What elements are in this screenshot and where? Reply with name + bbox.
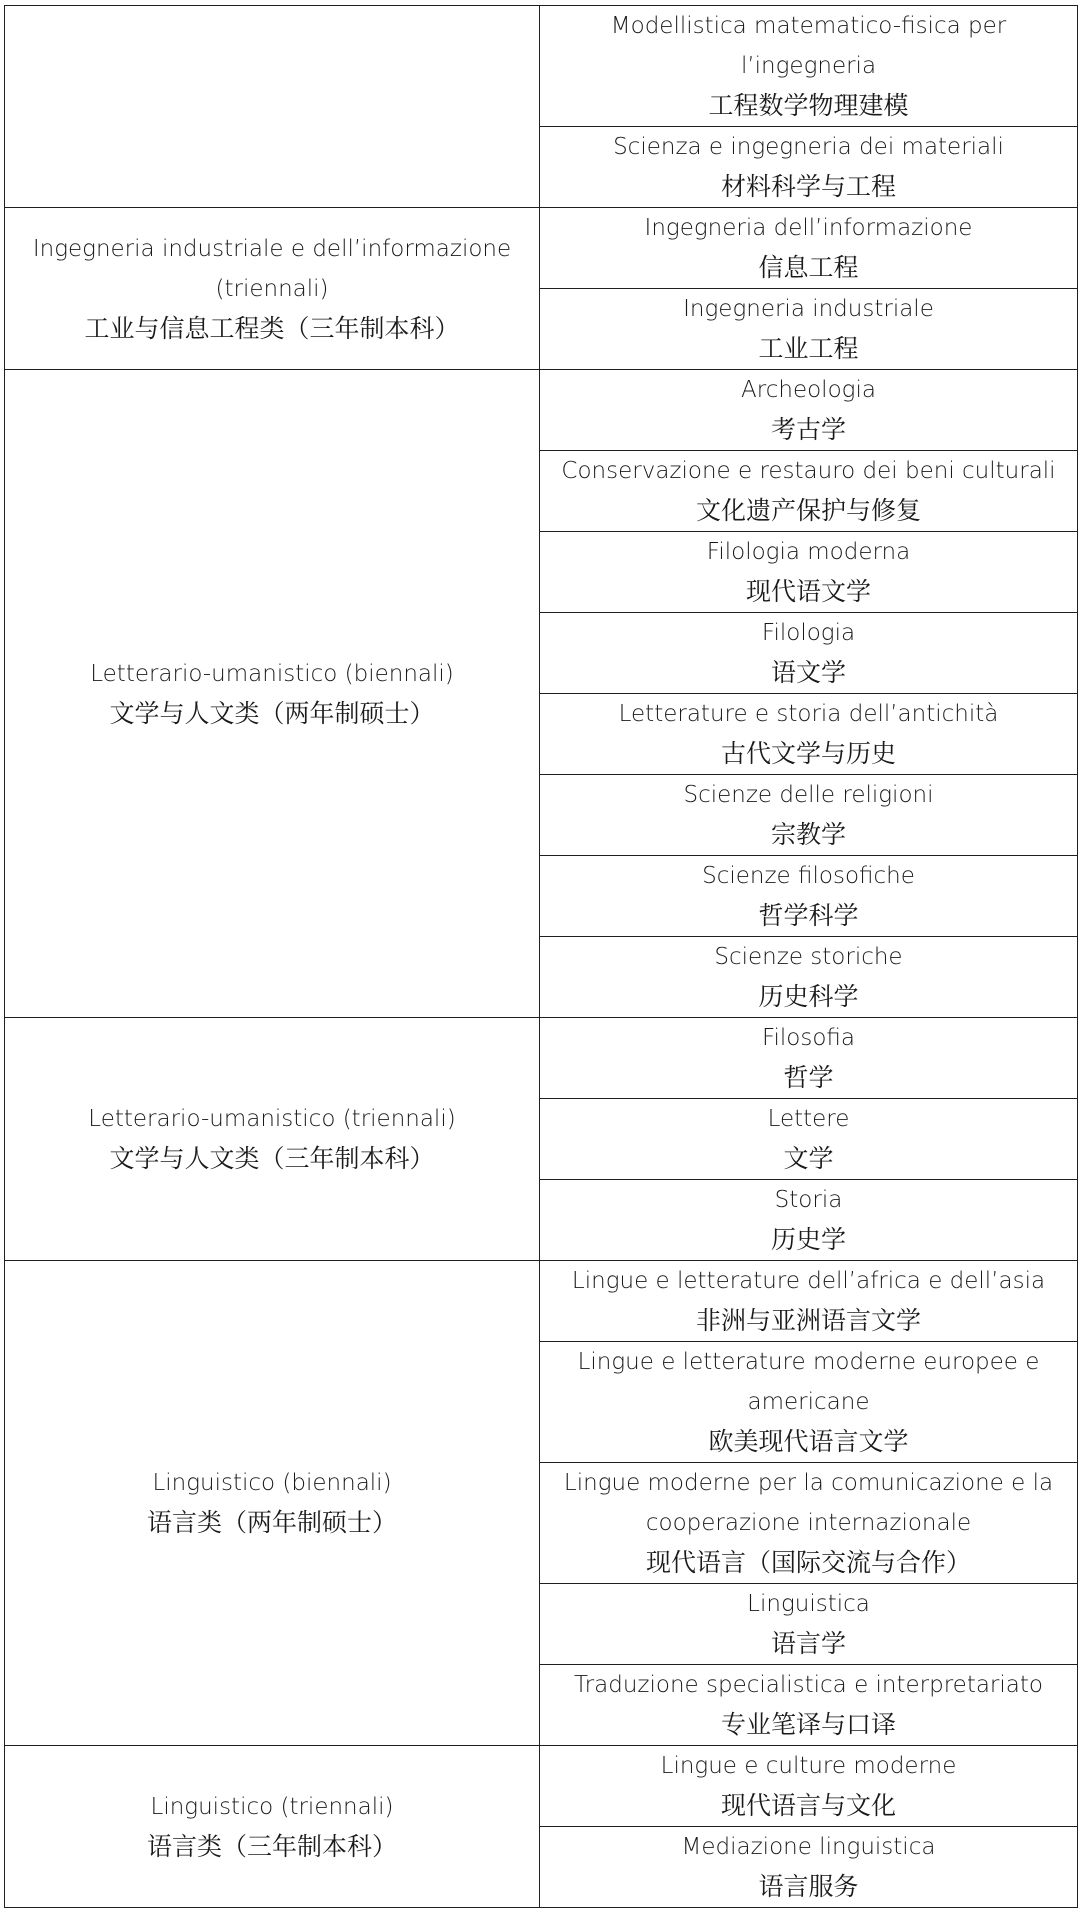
course-name-it: Lingue e culture moderne — [660, 1753, 957, 1779]
course-cell — [540, 775, 1078, 856]
course-name-it: Letterature e storia dell’antichità — [618, 701, 999, 727]
category-label-zh: 文学与人文类（三年制本科） — [109, 1144, 435, 1173]
course-name-zh: 现代语言与文化 — [720, 1791, 896, 1820]
course-cell — [540, 451, 1078, 532]
category-label-it: Linguistico (triennali) — [150, 1793, 394, 1820]
category-label-zh: 文学与人文类（两年制硕士） — [109, 698, 435, 728]
course-name-it: Ingegneria dell’informazione — [644, 215, 973, 241]
category-label-it: Ingegneria industriale e dell’informazione (triennali) — [32, 235, 512, 302]
course-name-it: Ingegneria industriale — [683, 296, 934, 322]
course-cell — [540, 1180, 1078, 1261]
course-name-zh: 非洲与亚洲语言文学 — [695, 1306, 921, 1335]
course-name-it: Linguistica — [747, 1591, 870, 1617]
course-cell — [540, 1827, 1078, 1908]
course-name-it: Filologia moderna — [706, 539, 911, 565]
course-name-zh: 考古学 — [770, 415, 846, 444]
course-name-zh: 欧美现代语言文学 — [708, 1427, 909, 1456]
category-cell — [5, 1746, 540, 1908]
course-cell — [540, 1342, 1078, 1463]
category-cell — [5, 1018, 540, 1261]
category-label-zh: 语言类（三年制本科） — [146, 1831, 397, 1861]
category-label-zh: 语言类（两年制硕士） — [146, 1508, 397, 1537]
course-cell — [540, 1018, 1078, 1099]
course-cell — [540, 208, 1078, 289]
table-row — [5, 1261, 1078, 1342]
course-name-zh: 文学 — [783, 1144, 834, 1173]
category-label-it: Letterario-umanistico (biennali) — [90, 660, 454, 687]
course-name-it: Lingue e letterature dell’africa e dell’asia — [571, 1268, 1046, 1294]
course-name-zh: 材料科学与工程 — [720, 172, 896, 201]
course-cell — [540, 1746, 1078, 1827]
course-name-it: Mediazione linguistica — [681, 1834, 936, 1860]
course-name-it: Archeologia — [741, 377, 876, 403]
course-cell — [540, 532, 1078, 613]
course-cell — [540, 613, 1078, 694]
category-label-it: Linguistico (biennali) — [152, 1470, 392, 1496]
course-cell — [540, 1099, 1078, 1180]
course-cell — [540, 1665, 1078, 1746]
course-name-zh: 哲学 — [783, 1063, 834, 1092]
course-name-zh: 现代语言（国际交流与合作） — [645, 1548, 971, 1577]
category-cell — [5, 6, 540, 208]
category-cell — [5, 208, 540, 370]
course-name-zh: 语言服务 — [758, 1872, 859, 1901]
category-label-zh: 工业与信息工程类（三年制本科） — [84, 313, 460, 343]
course-name-zh: 历史学 — [770, 1225, 846, 1254]
course-name-zh: 文化遗产保护与修复 — [695, 496, 921, 525]
course-name-it: Lingue e letterature moderne europee e americane — [577, 1349, 1040, 1415]
course-table — [4, 5, 1078, 1908]
course-name-zh: 现代语文学 — [745, 577, 871, 606]
course-name-it: Scienza e ingegneria dei materiali — [613, 134, 1004, 160]
course-name-it: Conservazione e restauro dei beni culturali — [561, 458, 1056, 484]
course-cell — [540, 694, 1078, 775]
table-row — [5, 208, 1078, 289]
course-cell — [540, 127, 1078, 208]
course-name-zh: 历史科学 — [758, 982, 859, 1011]
course-name-zh: 语文学 — [770, 658, 846, 687]
course-name-zh: 工业工程 — [758, 334, 859, 363]
category-label-it: Letterario-umanistico (triennali) — [88, 1106, 456, 1132]
course-name-it: Traduzione specialistica e interpretariato — [574, 1672, 1043, 1698]
course-name-it: Filologia — [761, 620, 856, 646]
course-name-it: Filosofia — [761, 1025, 856, 1051]
course-name-zh: 工程数学物理建模 — [708, 91, 909, 120]
course-name-it: Scienze delle religioni — [683, 782, 934, 808]
course-name-it: Lettere — [767, 1106, 850, 1132]
table-row — [5, 6, 1078, 127]
course-cell — [540, 856, 1078, 937]
course-name-zh: 信息工程 — [758, 253, 859, 282]
course-name-zh: 哲学科学 — [758, 901, 859, 930]
course-cell — [540, 1584, 1078, 1665]
category-cell — [5, 1261, 540, 1746]
course-cell — [540, 289, 1078, 370]
table-row — [5, 370, 1078, 451]
course-cell — [540, 6, 1078, 127]
course-name-zh: 古代文学与历史 — [720, 739, 896, 768]
course-cell — [540, 937, 1078, 1018]
course-cell — [540, 1463, 1078, 1584]
course-name-it: Scienze filosofiche — [702, 863, 915, 889]
course-name-zh: 语言学 — [770, 1629, 846, 1658]
course-name-it: Scienze storiche — [714, 944, 903, 970]
course-name-zh: 宗教学 — [770, 820, 846, 849]
table-row — [5, 1746, 1078, 1827]
category-cell — [5, 370, 540, 1018]
course-name-zh: 专业笔译与口译 — [720, 1710, 896, 1739]
course-name-it: Lingue moderne per la comunicazione e la cooperazione internazionale — [563, 1470, 1054, 1536]
course-name-it: Storia — [774, 1187, 843, 1213]
course-cell — [540, 370, 1078, 451]
table-row — [5, 1018, 1078, 1099]
course-name-it: Modellistica matematico-fisica per l’ingegneria — [610, 13, 1007, 79]
course-cell — [540, 1261, 1078, 1342]
